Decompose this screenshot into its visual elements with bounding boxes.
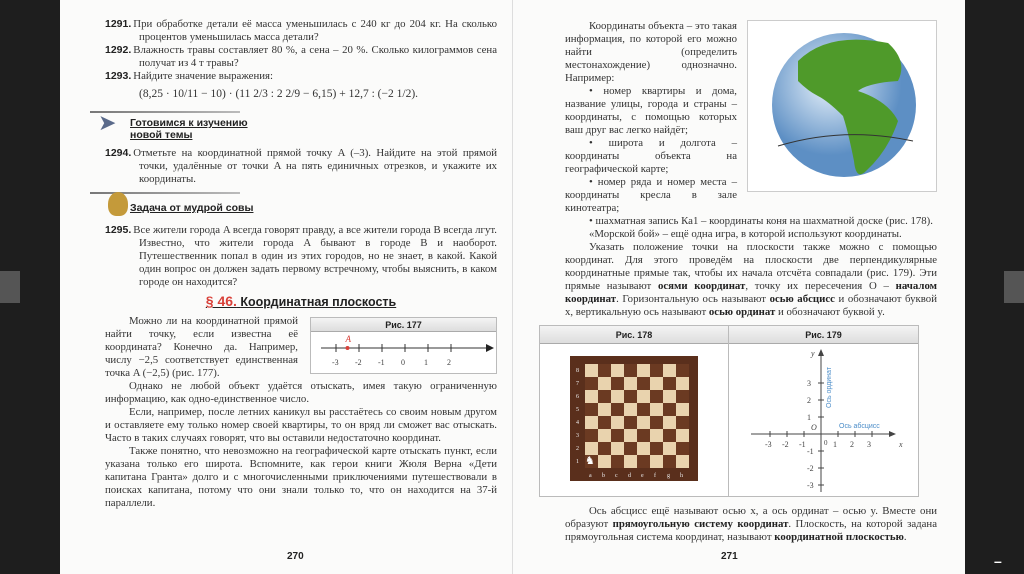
chess-square	[598, 416, 611, 429]
chess-square	[585, 390, 598, 403]
chess-square	[598, 364, 611, 377]
paragraph: «Морской бой» – ещё одна игра, в которой используют координаты.	[589, 228, 902, 240]
zero-label: 0	[824, 439, 828, 447]
paragraph: Если, например, после летних каникул вы расстаётесь со своим новым другом и оставляете ему только номер своей квартиры, то он вряд ли сможет вас отыскать. Часто в таких случаях говорят, что вы оставили недостаточно координат.	[105, 406, 497, 444]
chess-square	[676, 442, 689, 455]
x-tick-label: -3	[765, 440, 772, 449]
section-owl	[90, 190, 497, 220]
chess-square	[637, 442, 650, 455]
chess-square	[676, 364, 689, 377]
chess-square	[611, 429, 624, 442]
chess-square	[624, 442, 637, 455]
chess-square	[650, 416, 663, 429]
file-label: d	[628, 473, 631, 479]
chess-square	[676, 416, 689, 429]
chess-square	[585, 429, 598, 442]
point-a	[346, 346, 350, 350]
rank-label: 3	[576, 433, 579, 439]
paragraph: Указать положение точки на плоскости также можно с помощью координат. Для этого проведём на плоскости две перпендикулярные координатные прямые так, чтобы их начала отсчёта совпадали (рис. 179). Эти прямые называют осями координат, точку их пересечения O – началом координат. Горизонтальную ось называют осью абсцисс и обозначают буквой x, вертикальную ось называют осью ординат и обозначают буквой y.	[565, 241, 937, 318]
problem-1295: 1295. Все жители города A всегда говорят правду, а все жители города B всегда лгут. Известно, что жители города A бывают в городе B и наоборот. Путешественник попал в один из этих городов, но не знает, в какой. Какой один вопрос он должен задать первому встречному, чтобы выяснить, в каком городе он находится?	[105, 224, 497, 288]
chess-square	[663, 403, 676, 416]
x-label: x	[899, 440, 903, 449]
chess-square	[611, 377, 624, 390]
chess-square	[676, 455, 689, 468]
figure-179	[729, 325, 919, 497]
knight-icon: ♞	[585, 455, 598, 468]
y-tick-label: -1	[807, 447, 814, 456]
tick-label: 1	[424, 358, 428, 367]
chess-square	[611, 442, 624, 455]
globe-icon	[748, 21, 936, 191]
bullet: • широта и долгота – координаты объекта на географической карте;	[565, 137, 738, 175]
chess-board	[570, 356, 698, 481]
y-tick-label: 3	[807, 379, 811, 388]
chess-square	[624, 390, 637, 403]
figure-caption: Рис. 177	[311, 318, 496, 332]
x-tick-label: -1	[799, 440, 806, 449]
chess-square	[637, 429, 650, 442]
paragraph: Однако не любой объект удаётся отыскать, имея такую ограниченную информацию, как одно-единственное число.	[105, 380, 497, 405]
rank-label: 1	[576, 459, 579, 465]
chess-square	[650, 364, 663, 377]
y-tick-label: -2	[807, 464, 814, 473]
number-line	[311, 332, 496, 374]
chess-square	[585, 416, 598, 429]
chess-square	[663, 416, 676, 429]
section-title: § 46. Координатная плоскость	[205, 293, 397, 309]
chess-square	[624, 377, 637, 390]
problem-1292: 1292. Влажность травы составляет 80 %, а сена – 20 %. Сколько килограммов сена получат из 4 т травы?	[105, 44, 497, 69]
chess-square	[637, 403, 650, 416]
chess-square	[676, 377, 689, 390]
chess-square	[663, 429, 676, 442]
chess-square	[624, 416, 637, 429]
chess-square	[585, 377, 598, 390]
x-tick-label: -2	[782, 440, 789, 449]
bullet: • шахматная запись Ка1 – координаты коня на шахматной доске (рис. 178).	[589, 215, 933, 227]
chess-square	[650, 377, 663, 390]
y-tick-label: 1	[807, 413, 811, 422]
file-label: e	[641, 473, 644, 479]
figure-178	[539, 325, 729, 497]
chess-square	[611, 416, 624, 429]
chess-square	[637, 390, 650, 403]
left-page-content	[98, 18, 497, 510]
file-label: c	[615, 473, 618, 479]
figure-caption: Рис. 178	[540, 326, 728, 344]
chess-square	[663, 442, 676, 455]
globe-image	[747, 20, 937, 192]
chess-square	[637, 455, 650, 468]
x-arrow	[889, 431, 896, 437]
chess-square	[598, 390, 611, 403]
chess-square	[585, 442, 598, 455]
chess-square	[663, 455, 676, 468]
tick-label: 0	[401, 358, 405, 367]
chess-square	[611, 364, 624, 377]
file-label: a	[589, 473, 592, 479]
problem-1294: 1294. Отметьте на координатной прямой точку A (–3). Найдите на этой прямой точки, удалённые от точки A на пять единичных отрезков, и укажите их координаты.	[105, 147, 497, 185]
tick-label: -3	[332, 358, 339, 367]
bullet: • номер ряда и номер места – координаты кресла в зале кинотеатра;	[565, 176, 737, 214]
chess-square	[676, 403, 689, 416]
chess-square	[663, 390, 676, 403]
owl-icon	[108, 192, 128, 216]
point-label: A	[345, 334, 351, 344]
chess-square	[598, 403, 611, 416]
next-page-button[interactable]	[1004, 271, 1024, 303]
right-page-content	[565, 20, 937, 544]
expression: (8,25 · 10/11 − 10) · (11 2/3 : 2 2/9 − 6,15) + 12,7 : (−2 1/2).	[139, 88, 419, 100]
chess-square	[676, 390, 689, 403]
intro: Координаты объекта – это такая информация, по которой его можно найти (определить местонахождение) однозначно. Например:	[565, 20, 737, 84]
x-tick-label: 1	[833, 440, 837, 449]
file-label: b	[602, 473, 605, 479]
chess-square	[611, 455, 624, 468]
rank-label: 5	[576, 407, 579, 413]
rank-label: 4	[576, 420, 579, 426]
chess-square	[611, 403, 624, 416]
chess-square	[637, 377, 650, 390]
file-label: f	[654, 473, 656, 479]
chess-square	[637, 364, 650, 377]
page-number: 270	[287, 551, 304, 562]
rank-label: 2	[576, 446, 579, 452]
problem-1291: 1291. При обработке детали её масса уменьшилась с 240 кг до 204 кг. На сколько процентов уменьшилась масса детали?	[105, 18, 497, 43]
paragraph: Также понятно, что невозможно на географической карте отыскать пункт, если указана только его широта. Вспомните, как герои книги Жюля Верна «Дети капитана Гранта» долго и с многочисленными приключениями путешествовали в поисках капитана, потому что они знали только то, что он находится на 37-й параллели.	[105, 445, 497, 509]
minimize-button[interactable]: –	[994, 553, 1002, 569]
tick-label: 2	[447, 358, 451, 367]
file-label: h	[680, 473, 683, 479]
chess-square	[650, 442, 663, 455]
chess-square	[676, 429, 689, 442]
chess-square	[637, 416, 650, 429]
section-prepare-title: Готовимся к изучению новой темы	[130, 117, 248, 141]
chess-square	[663, 377, 676, 390]
y-tick-label: -3	[807, 481, 814, 490]
chess-square	[650, 455, 663, 468]
y-arrow	[818, 349, 824, 356]
y-label: y	[811, 349, 815, 358]
previous-page-button[interactable]	[0, 271, 20, 303]
left-page	[60, 0, 512, 574]
section-owl-title: Задача от мудрой совы	[130, 202, 254, 214]
file-label: g	[667, 473, 670, 479]
chess-square	[624, 429, 637, 442]
chess-square	[598, 429, 611, 442]
chess-square	[598, 455, 611, 468]
paragraph: Можно ли на координатной прямой найти точку, если известна её координата? Конечно да. Например, числу −2,5 соответствует единственная точка A (−2,5) (рис. 177).	[105, 315, 298, 379]
chess-square	[650, 403, 663, 416]
chess-square	[650, 390, 663, 403]
origin-label: O	[811, 423, 817, 432]
chess-square	[624, 455, 637, 468]
chess-square	[598, 377, 611, 390]
rank-label: 7	[576, 381, 579, 387]
rank-label: 8	[576, 368, 579, 374]
chess-square	[624, 403, 637, 416]
chess-square	[663, 364, 676, 377]
bullet: • номер квартиры и дома, название улицы, города и страны – координаты, с помощью которых ваш друг вас легко найдёт;	[565, 85, 737, 136]
section-prepare	[90, 109, 497, 143]
problem-1293: 1293. Найдите значение выражения:	[105, 70, 273, 82]
x-tick-label: 2	[850, 440, 854, 449]
page-number: 271	[721, 551, 738, 562]
tick-label: -2	[355, 358, 362, 367]
chess-square	[585, 364, 598, 377]
figures-row	[539, 325, 919, 497]
right-page	[512, 0, 965, 574]
figure-caption: Рис. 179	[729, 326, 918, 344]
paragraph: Ось абсцисс ещё называют осью x, а ось ординат – осью y. Вместе они образуют прямоугольную систему координат. Плоскость, на которой задана прямоугольная система координат, называют координатной плоскостью.	[565, 505, 937, 543]
ordinate-label: Ось ординат	[826, 367, 833, 408]
figure-177	[310, 317, 497, 374]
rank-label: 6	[576, 394, 579, 400]
y-tick-label: 2	[807, 396, 811, 405]
chess-square	[598, 442, 611, 455]
tick-label: -1	[378, 358, 385, 367]
bird-icon: ➤	[98, 110, 117, 135]
x-tick-label: 3	[867, 440, 871, 449]
chess-square	[650, 429, 663, 442]
chess-square	[624, 364, 637, 377]
chess-square	[585, 403, 598, 416]
coordinate-plane	[729, 344, 917, 496]
chess-square	[611, 390, 624, 403]
abscissa-label: Ось абсцисс	[839, 423, 880, 430]
